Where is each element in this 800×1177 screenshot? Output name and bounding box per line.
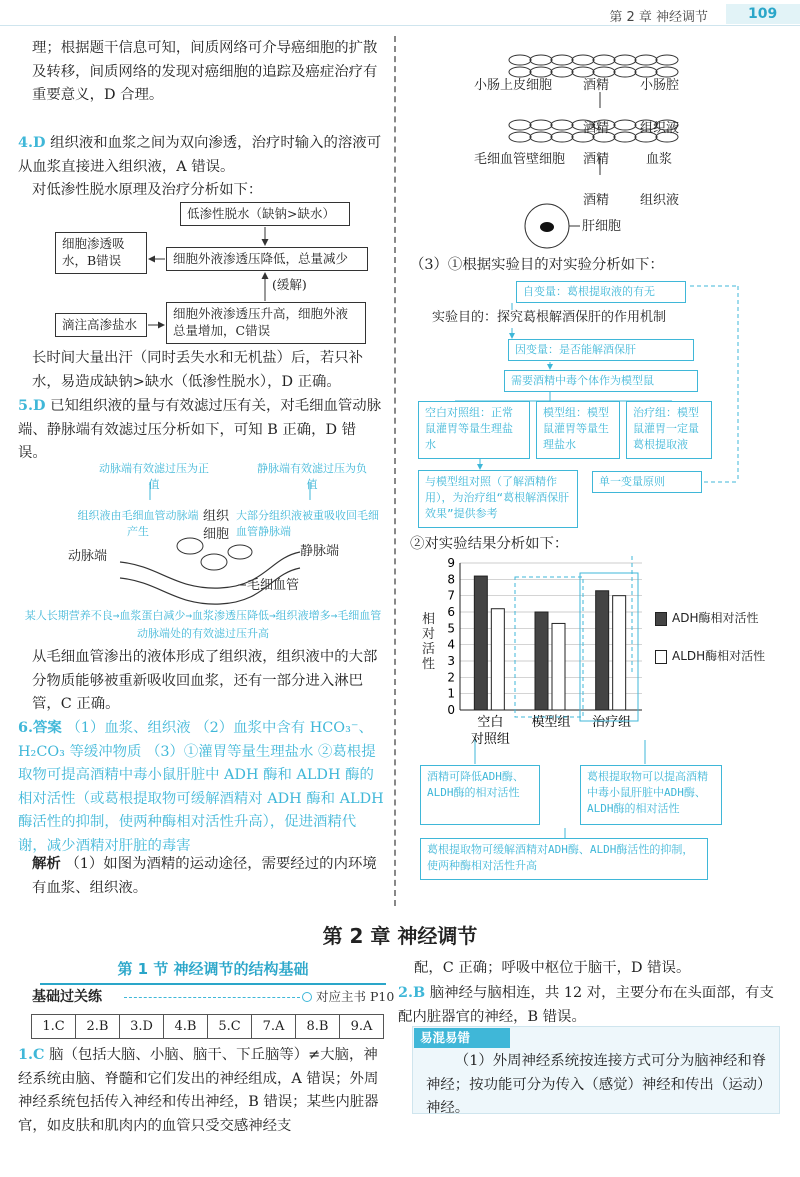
ch-q2-answer: B	[413, 984, 426, 1001]
chapter-title: 第 2 章 神经调节	[322, 924, 478, 948]
answer-cell: 9.A	[340, 1015, 384, 1039]
legend-swatch-aldh	[655, 650, 667, 664]
path-row1-center: 酒精	[583, 78, 610, 93]
bar-aldh	[613, 596, 626, 710]
path-row4-right: 组织液	[640, 193, 680, 208]
answer-cell: 5.C	[208, 1015, 252, 1039]
path-row3-right: 血浆	[646, 152, 673, 167]
flow-box-saline: 滴注高渗盐水	[55, 313, 147, 337]
epithelial-cell	[656, 67, 678, 77]
question-6	[18, 716, 384, 858]
y-tick-label: 2	[447, 670, 455, 685]
bar-adh	[474, 576, 487, 710]
chart-ylabel: 相对活性	[422, 612, 436, 672]
y-tick-label: 7	[447, 588, 455, 603]
header-chapter: 第 2 章 神经调节	[609, 10, 708, 25]
chart-note-extract: 葛根提取物可以提高酒精中毒小鼠肝脏中ADH酶、ALDH酶的相对活性	[580, 765, 722, 825]
q5-number: 5.	[18, 397, 34, 414]
q4-text: 组织液和血浆之间为双向渗透，治疗时输入的溶液可从血浆直接进入组织液，A 错误。	[18, 135, 382, 175]
epithelial-cell	[551, 120, 573, 130]
answer-cell: 3.D	[120, 1015, 164, 1039]
legend-label-adh: ADH酶相对活性	[672, 611, 759, 625]
exp-independent-var: 自变量：葛根提取液的有无	[516, 281, 686, 303]
answer-cell: 8.B	[296, 1015, 340, 1039]
path-row1-left: 小肠上皮细胞	[474, 78, 553, 93]
epithelial-cell	[530, 120, 552, 130]
label-venous-end: 静脉端	[300, 544, 340, 559]
x-category-label: 治疗组	[592, 715, 632, 730]
answer-table	[31, 1014, 384, 1039]
epithelial-cell	[530, 67, 552, 77]
epithelial-cell	[635, 67, 657, 77]
epithelial-cell	[509, 67, 531, 77]
basic-practice-heading: 基础过关练	[32, 989, 102, 1005]
epithelial-cell	[614, 132, 636, 142]
q5-tail: 从毛细血管渗出的液体形成了组织液，组织液中的大部分物质能够被重新吸收回血浆，还有一部分进入淋巴管，C 正确。	[32, 649, 378, 712]
epithelial-cell	[656, 55, 678, 65]
basic-practice-rule	[124, 997, 300, 998]
q6-answer-text: （1）血浆、组织液 （2）血浆中含有 HCO₃⁻、H₂CO₃ 等缓冲物质 （3）①灌胃等量生理盐水 ②葛根提取物可提高酒精中毒小鼠肝脏中 ADH 酶和 ALDH 酶的相对活性（或葛根提取物可缓解酒精对 ADH 酶和 ALDH 酶活性的抑制，使两种酶相对活性升高），促进酒精代谢，减少酒精对肝脏的毒害	[18, 720, 384, 854]
epithelial-cell	[509, 132, 531, 142]
bar-aldh	[491, 609, 504, 710]
answer-cell: 7.A	[252, 1015, 296, 1039]
exp-reference-note: 与模型组对照（了解酒精作用），为治疗组“葛根解酒保肝效果”提供参考	[418, 470, 578, 528]
ch-question-1	[18, 1043, 384, 1138]
note-arterial-pressure: 动脉端有效滤过压为正值	[99, 462, 209, 491]
note-fluid-reabsorbed: 大部分组织液被重吸收回毛细血管静脉端	[236, 509, 379, 538]
note-fluid-produced: 组织液由毛细血管动脉端产生	[77, 509, 199, 538]
q6-number: 6.	[18, 719, 34, 736]
analysis-text: （1）如图为酒精的运动途径，需要经过的内环境有血浆、组织液。	[32, 856, 377, 896]
note-venous-pressure: 静脉端有效滤过压为负值	[257, 462, 367, 491]
result-lead: ②对实验结果分析如下：	[410, 536, 569, 552]
q6-label: 答案	[33, 719, 62, 736]
q4-tail: 长时间大量出汗（同时丢失水和无机盐）后，若只补水，易造成缺钠>缺水（低渗性脱水），D 正确。	[32, 350, 363, 390]
epithelial-cell	[614, 67, 636, 77]
flow-box-osmotic-drop: 细胞外液渗透压降低，总量减少	[166, 247, 368, 271]
epithelial-cell	[593, 67, 615, 77]
chart-note-connectors	[400, 740, 800, 840]
capillary-drawing	[0, 0, 400, 640]
path-row4-center: 酒精	[583, 193, 610, 208]
chart-note-ethanol: 酒精可降低ADH酶、ALDH酶的相对活性	[420, 765, 540, 825]
reference-link[interactable]	[302, 986, 394, 1008]
x-category-label: 模型组	[531, 715, 571, 730]
y-tick-label: 9	[447, 556, 455, 570]
y-tick-label: 1	[447, 686, 455, 701]
epithelial-cell	[593, 55, 615, 65]
epithelial-cell	[530, 132, 552, 142]
epithelial-cell	[530, 55, 552, 65]
epithelial-cell	[509, 120, 531, 130]
exp-group-treat: 治疗组：模型鼠灌胃一定量葛根提取液	[626, 401, 712, 459]
exp-dependent-var: 因变量：是否能解酒保肝	[508, 339, 694, 361]
y-tick-label: 4	[447, 637, 455, 652]
q5-text: 已知组织液的量与有效滤过压有关，对毛细血管动脉端、静脉端有效滤过压分析如下，可知 B 正确，D 错误。	[18, 398, 382, 461]
flow-box-cell-swell: 细胞渗透吸水，B错误	[55, 232, 147, 274]
ch-q2-text: 脑神经与脑相连，共 12 对，主要分布在头面部，有支配内脏器官的神经，B 错误。	[398, 985, 774, 1025]
page-number: 109	[726, 4, 800, 24]
exp-single-variable: 单一变量原则	[592, 471, 702, 493]
y-tick-label: 6	[447, 605, 455, 619]
answer-cell: 1.C	[32, 1015, 76, 1039]
epithelial-cell	[614, 55, 636, 65]
path-row3-left: 毛细血管壁细胞	[474, 152, 566, 167]
epithelial-cell	[509, 55, 531, 65]
magnifier-icon	[302, 992, 312, 1002]
flow-relief-label: (缓解)	[272, 277, 307, 292]
section-title: 第 1 节 神经调节的结构基础	[117, 960, 309, 978]
label-capillary: 毛细血管	[247, 578, 300, 593]
ch-q1-answer: C	[33, 1046, 45, 1063]
analysis-label: 解析	[32, 855, 61, 872]
epithelial-cell	[551, 132, 573, 142]
confusion-tag: 易混易错	[414, 1028, 510, 1048]
path-liver-label: 肝细胞	[582, 219, 622, 234]
paragraph-1: 理；根据题干信息可知，间质网络可介导癌细胞的扩散及转移，间质网络的发现对癌细胞的追踪及癌症治疗有重要意义，D 合理。	[32, 40, 378, 103]
label-arterial-end: 动脉端	[68, 549, 108, 564]
path-row2-center: 酒精	[583, 121, 610, 136]
answer-cell: 2.B	[76, 1015, 120, 1039]
epithelial-cell	[572, 55, 594, 65]
legend-label-aldh: ALDH酶相对活性	[672, 649, 766, 663]
ch-q2-number: 2.	[398, 984, 414, 1001]
reference-text: 对应主书 P10	[315, 989, 395, 1004]
q4-answer: D	[33, 134, 46, 151]
epithelial-cell	[572, 67, 594, 77]
x-category-label: 空白对照组	[470, 715, 510, 747]
chart-note-conclusion: 葛根提取物可缓解酒精对ADH酶、ALDH酶活性的抑制，使两种酶相对活性升高	[420, 838, 708, 880]
q4-number: 4.	[18, 134, 34, 151]
experiment-connectors	[400, 270, 800, 540]
exp-model-mice: 需要酒精中毒个体作为模型鼠	[504, 370, 698, 392]
ethanol-pathway-cells	[400, 30, 800, 250]
y-tick-label: 0	[447, 703, 455, 717]
path-row2-right: 组织液	[640, 121, 680, 136]
flow-box-osmotic-rise: 细胞外液渗透压升高，细胞外液总量增加，C错误	[166, 302, 366, 344]
ch-q1-text: 脑（包括大脑、小脑、脑干、下丘脑等）≠大脑，神经系统由脑、脊髓和它们发出的神经组成，A 错误；外周神经系统包括传入神经和传出神经，B 错误；某些内脏器官，如皮肤和肌肉内的血管只受交感神经支	[18, 1047, 379, 1134]
y-tick-label: 3	[447, 654, 455, 668]
ch-question-2	[398, 981, 784, 1029]
epithelial-cell	[635, 55, 657, 65]
ch-q1-continuation: 配，C 正确；呼吸中枢位于脑干，D 错误。	[414, 960, 691, 976]
path-row3-center: 酒精	[583, 152, 610, 167]
q4-lead: 对低渗性脱水原理及治疗分析如下：	[32, 182, 263, 198]
epithelial-cell	[614, 120, 636, 130]
y-tick-label: 5	[447, 621, 455, 636]
bar-adh	[535, 612, 548, 710]
epithelial-cell	[551, 55, 573, 65]
confusion-text: （1）外周神经系统按连接方式可分为脑神经和脊神经；按功能可分为传入（感觉）神经和传出（运动）神经。	[426, 1053, 772, 1116]
analysis	[32, 852, 384, 900]
exp-purpose: 实验目的：探究葛根解酒保肝的作用机制	[432, 310, 667, 325]
experiment-lead: （3）①根据实验目的对实验分析如下：	[410, 257, 664, 273]
bar-adh	[596, 591, 609, 710]
exp-group-blank: 空白对照组：正常鼠灌胃等量生理盐水	[418, 401, 530, 459]
answer-cell: 4.B	[164, 1015, 208, 1039]
label-tissue-cell: 组织细胞	[203, 509, 230, 542]
note-malnutrition-chain: 某人长期营养不良→血浆蛋白减少→血浆渗透压降低→组织液增多→毛细血管动脉端处的有效滤过压升高	[24, 609, 382, 640]
flow-box-hypotonic: 低渗性脱水（缺钠>缺水）	[180, 202, 350, 226]
y-tick-label: 8	[447, 572, 455, 587]
epithelial-cell	[551, 67, 573, 77]
ch-q1-number: 1.	[18, 1046, 34, 1063]
exp-group-model: 模型组：模型鼠灌胃等量生理盐水	[536, 401, 620, 459]
bar-aldh	[552, 623, 565, 710]
legend-swatch-adh	[655, 612, 667, 626]
path-row1-right: 小肠腔	[640, 78, 680, 93]
section-rule	[40, 983, 386, 985]
q5-answer: D	[33, 397, 46, 414]
